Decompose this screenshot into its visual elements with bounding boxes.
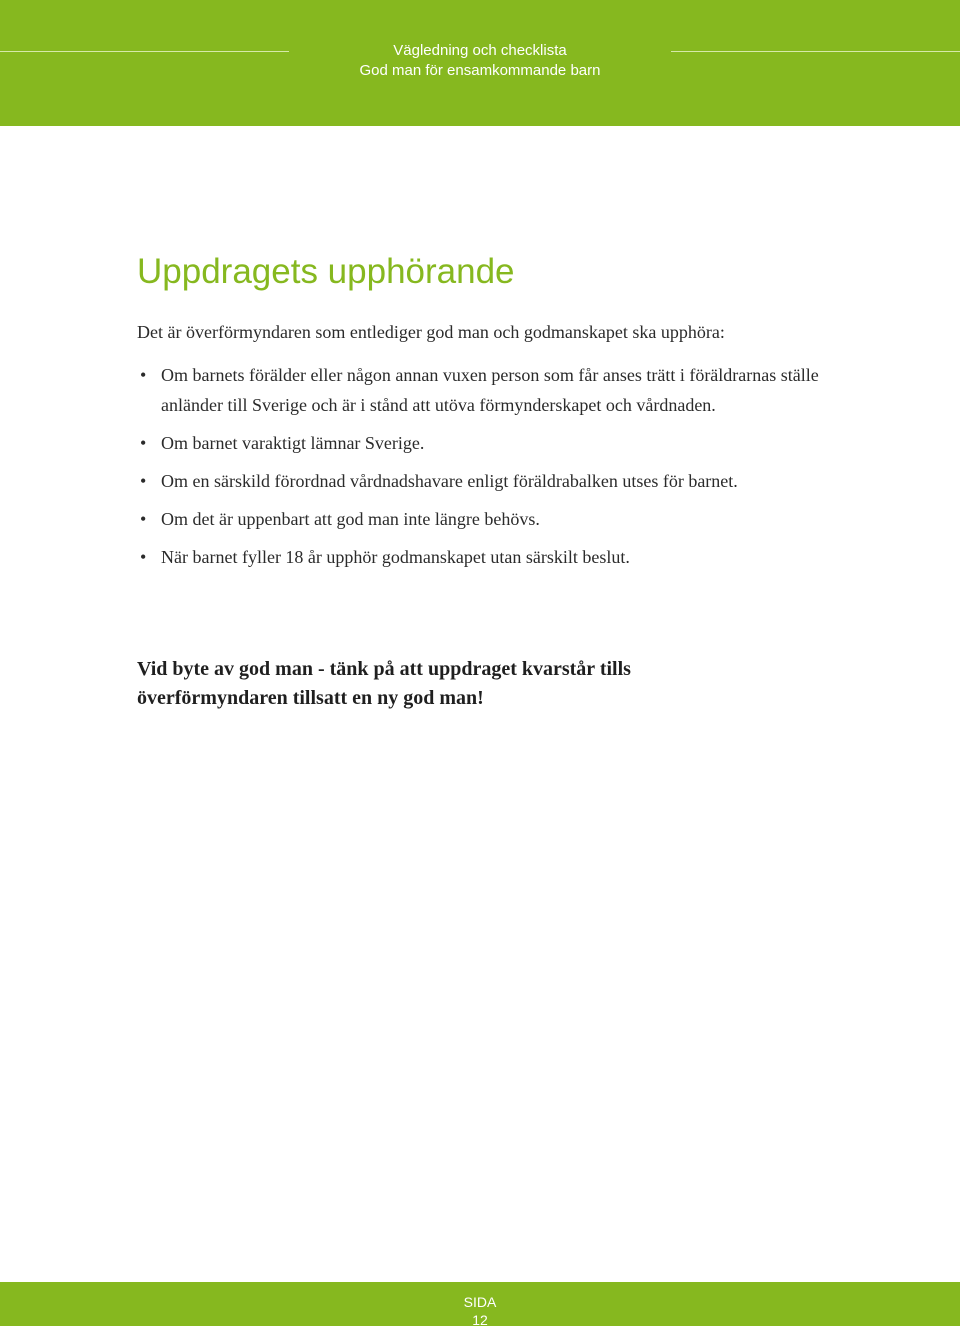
list-item bbox=[137, 466, 857, 496]
page-number: 12 bbox=[472, 1312, 488, 1328]
bullet-icon: • bbox=[140, 547, 147, 567]
bullet-icon: • bbox=[140, 365, 147, 385]
page-footer bbox=[0, 1282, 960, 1326]
list-item bbox=[137, 542, 857, 572]
list-item-text: Om barnet varaktigt lämnar Sverige. bbox=[161, 433, 425, 453]
intro-paragraph: Det är överförmyndaren som entlediger god man och godmanskapet ska upphöra: bbox=[137, 322, 725, 342]
footer-label: SIDA bbox=[463, 1294, 497, 1310]
list-item-text: Om en särskild förordnad vårdnadshavare enligt föräldrabalken utses för barnet. bbox=[161, 471, 738, 491]
bullet-icon: • bbox=[140, 433, 147, 453]
list-item bbox=[137, 428, 857, 458]
callout-note: Vid byte av god man - tänk på att uppdraget kvarstår tills överförmyndaren tillsatt en ny god man! bbox=[137, 658, 631, 709]
bullet-icon: • bbox=[140, 471, 147, 491]
bullet-icon: • bbox=[140, 509, 147, 529]
header-title: Vägledning och checklista bbox=[393, 42, 567, 59]
page-title: Uppdragets upphörande bbox=[137, 252, 515, 291]
list-item-text: Om barnets förälder eller någon annan vuxen person som får anses trätt i föräldrarnas ställe anländer till Sverige och är i stånd att utöva förmynderskapet och vårdnaden. bbox=[161, 365, 819, 415]
list-item-text: När barnet fyller 18 år upphör godmanskapet utan särskilt beslut. bbox=[161, 547, 630, 567]
list-item-text: Om det är uppenbart att god man inte längre behövs. bbox=[161, 509, 540, 529]
header-subtitle: God man för ensamkommande barn bbox=[359, 62, 601, 79]
page-header bbox=[0, 0, 960, 126]
list-item bbox=[137, 360, 857, 420]
list-item bbox=[137, 504, 857, 534]
condition-list bbox=[137, 360, 857, 580]
